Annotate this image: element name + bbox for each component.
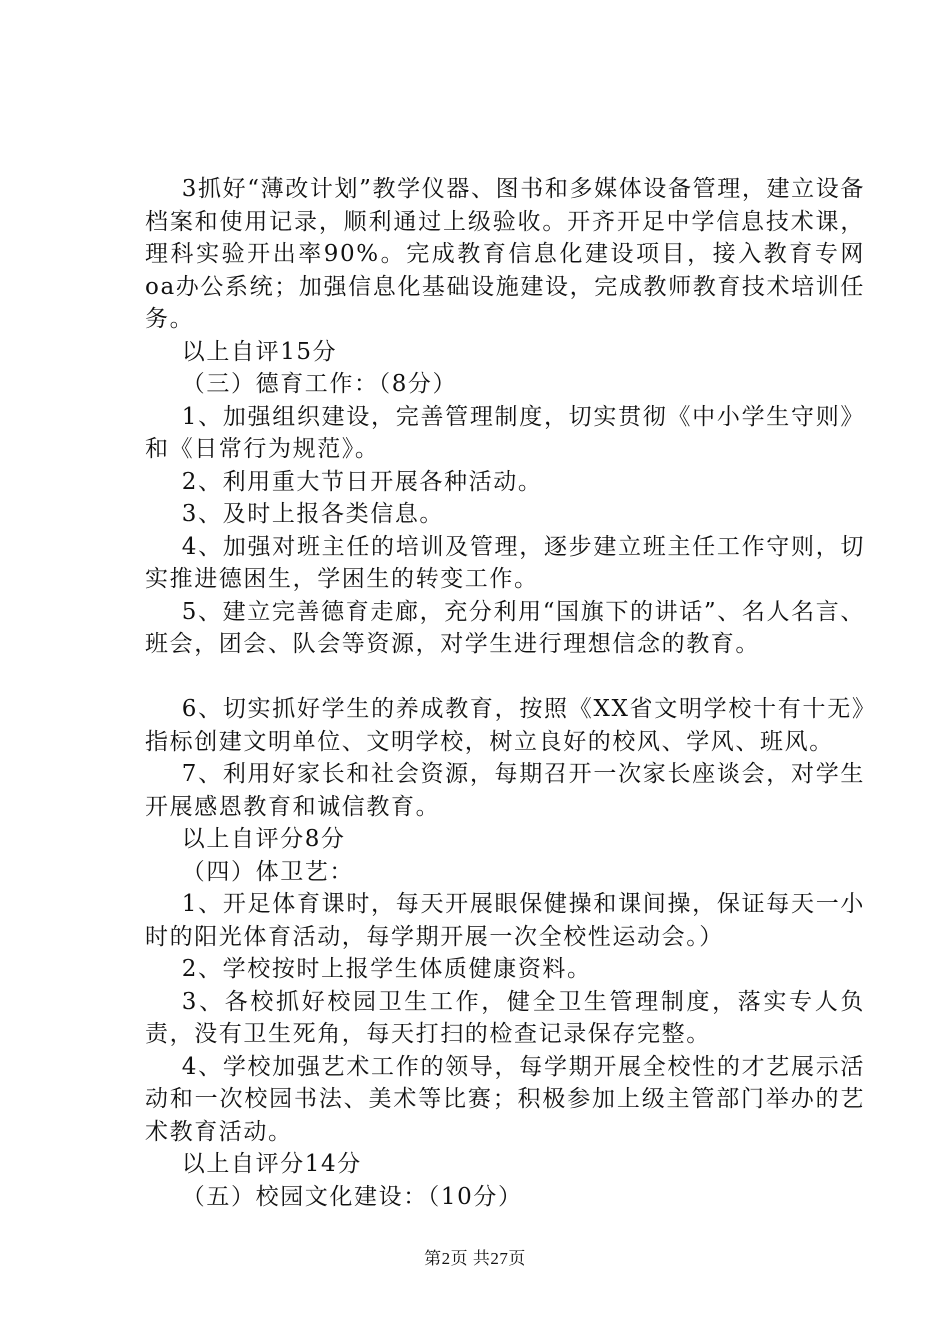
page-number-footer: 第2页 共27页 xyxy=(424,1249,526,1268)
paragraph-equipment-management: 3抓好“薄改计划”教学仪器、图书和多媒体设备管理，建立设备档案和使用记录，顺利通过上级验收。开齐开足中学信息技术课，理科实验开出率90%。完成教育信息化建设项目，接入教育专网oa办公系统；加强信息化基础设施建设，完成教师教育技术培训任务。 xyxy=(145,176,865,332)
paragraph-spacer xyxy=(145,661,865,694)
paragraph-moral-item-4: 4、加强对班主任的培训及管理，逐步建立班主任工作守则，切实推进德困生，学困生的转变工作。 xyxy=(145,533,865,592)
paragraph-moral-item-1: 1、加强组织建设，完善管理制度，切实贯彻《中小学生守则》和《日常行为规范》。 xyxy=(145,403,865,462)
paragraph-sports-item-1: 1、开足体育课时，每天开展眼保健操和课间操，保证每天一小时的阳光体育活动，每学期开展一次全校性运动会。） xyxy=(145,891,865,950)
paragraph-self-score-15: 以上自评15分 xyxy=(181,338,338,365)
paragraph-moral-item-2: 2、利用重大节日开展各种活动。 xyxy=(181,468,543,495)
paragraph-moral-item-3: 3、及时上报各类信息。 xyxy=(181,501,445,527)
document-body xyxy=(145,173,865,1213)
paragraph-sports-item-3: 3、各校抓好校园卫生工作，健全卫生管理制度，落实专人负责，没有卫生死角，每天打扫的检查记录保存完整。 xyxy=(145,988,865,1047)
section-heading-sports-health-arts: （四）体卫艺： xyxy=(181,858,354,885)
paragraph-sports-item-2: 2、学校按时上报学生体质健康资料。 xyxy=(181,956,592,982)
section-heading-campus-culture: （五）校园文化建设：（10分） xyxy=(181,1183,523,1210)
paragraph-self-score-14: 以上自评分14分 xyxy=(181,1151,362,1177)
paragraph-self-score-8: 以上自评分8分 xyxy=(181,826,346,852)
paragraph-moral-item-7: 7、利用好家长和社会资源，每期召开一次家长座谈会，对学生开展感恩教育和诚信教育。 xyxy=(145,761,865,820)
paragraph-moral-item-5: 5、建立完善德育走廊，充分利用“国旗下的讲话”、名人名言、班会，团会、队会等资源，对学生进行理想信念的教育。 xyxy=(145,598,865,657)
paragraph-moral-item-6: 6、切实抓好学生的养成教育，按照《XX省文明学校十有十无》指标创建文明单位、文明学校，树立良好的校风、学风、班风。 xyxy=(145,696,865,755)
section-heading-moral-education: （三）德育工作：（8分） xyxy=(181,371,458,397)
paragraph-sports-item-4: 4、学校加强艺术工作的领导，每学期开展全校性的才艺展示活动和一次校园书法、美术等比赛；积极参加上级主管部门举办的艺术教育活动。 xyxy=(145,1053,865,1145)
